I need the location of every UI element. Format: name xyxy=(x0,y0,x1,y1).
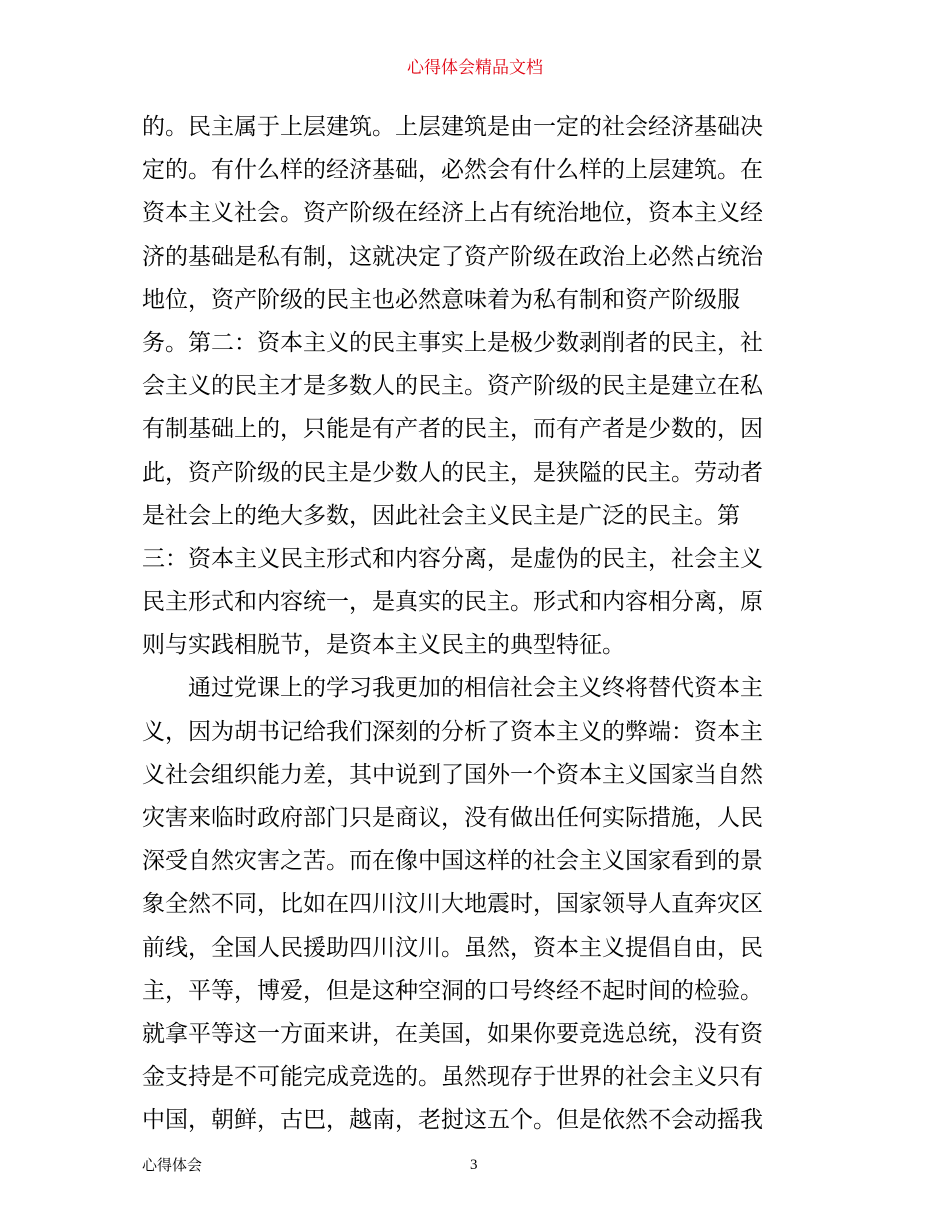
document-header-title: 心得体会精品文档 xyxy=(407,58,543,78)
text-line: 前线，全国人民援助四川汶川。虽然，资本主义提倡自由，民 xyxy=(142,934,763,961)
text-line: 会主义的民主才是多数人的民主。资产阶级的民主是建立在私 xyxy=(142,373,763,400)
text-line: 此，资产阶级的民主是少数人的民主，是狭隘的民主。劳动者 xyxy=(142,459,763,486)
text-line: 义，因为胡书记给我们深刻的分析了资本主义的弊端：资本主 xyxy=(142,718,763,745)
footer-label: 心得体会 xyxy=(142,1156,203,1174)
text-line: 定的。有什么样的经济基础，必然会有什么样的上层建筑。在 xyxy=(142,157,763,184)
text-line: 地位，资产阶级的民主也必然意味着为私有制和资产阶级服 xyxy=(142,286,740,313)
text-line: 济的基础是私有制，这就决定了资产阶级在政治上必然占统治 xyxy=(142,243,763,270)
text-line: 资本主义社会。资产阶级在经济上占有统治地位，资本主义经 xyxy=(142,200,763,227)
text-line: 象全然不同，比如在四川汶川大地震时，国家领导人直奔灾区 xyxy=(142,891,763,918)
text-line: 的。民主属于上层建筑。上层建筑是由一定的社会经济基础决 xyxy=(142,114,763,140)
text-line: 金支持是不可能完成竞选的。虽然现存于世界的社会主义只有 xyxy=(142,1064,763,1091)
text-line: 中国，朝鲜，古巴，越南，老挝这五个。但是依然不会动摇我 xyxy=(142,1107,763,1134)
text-line: 深受自然灾害之苦。而在像中国这样的社会主义国家看到的景 xyxy=(142,848,763,875)
text-line: 是社会上的绝大多数，因此社会主义民主是广泛的民主。第 xyxy=(142,502,740,529)
text-line: 务。第二：资本主义的民主事实上是极少数剥削者的民主，社 xyxy=(142,329,763,356)
text-line: 民主形式和内容统一，是真实的民主。形式和内容相分离，原 xyxy=(142,589,763,616)
text-line: 三：资本主义民主形式和内容分离，是虚伪的民主，社会主义 xyxy=(142,545,763,572)
text-line: 有制基础上的，只能是有产者的民主，而有产者是少数的，因 xyxy=(142,416,763,443)
text-line: 义社会组织能力差，其中说到了国外一个资本主义国家当自然 xyxy=(142,761,763,788)
page-number: 3 xyxy=(470,1157,478,1173)
text-line: 就拿平等这一方面来讲，在美国，如果你要竞选总统，没有资 xyxy=(142,1020,763,1047)
text-line: 通过党课上的学习我更加的相信社会主义终将替代资本主 xyxy=(142,675,763,702)
text-line: 则与实践相脱节，是资本主义民主的典型特征。 xyxy=(142,632,625,659)
text-line: 主，平等，博爱，但是这种空洞的口号终经不起时间的检验。 xyxy=(142,977,763,1004)
document-body xyxy=(142,106,832,1143)
text-line: 灾害来临时政府部门只是商议，没有做出任何实际措施，人民 xyxy=(142,805,763,831)
